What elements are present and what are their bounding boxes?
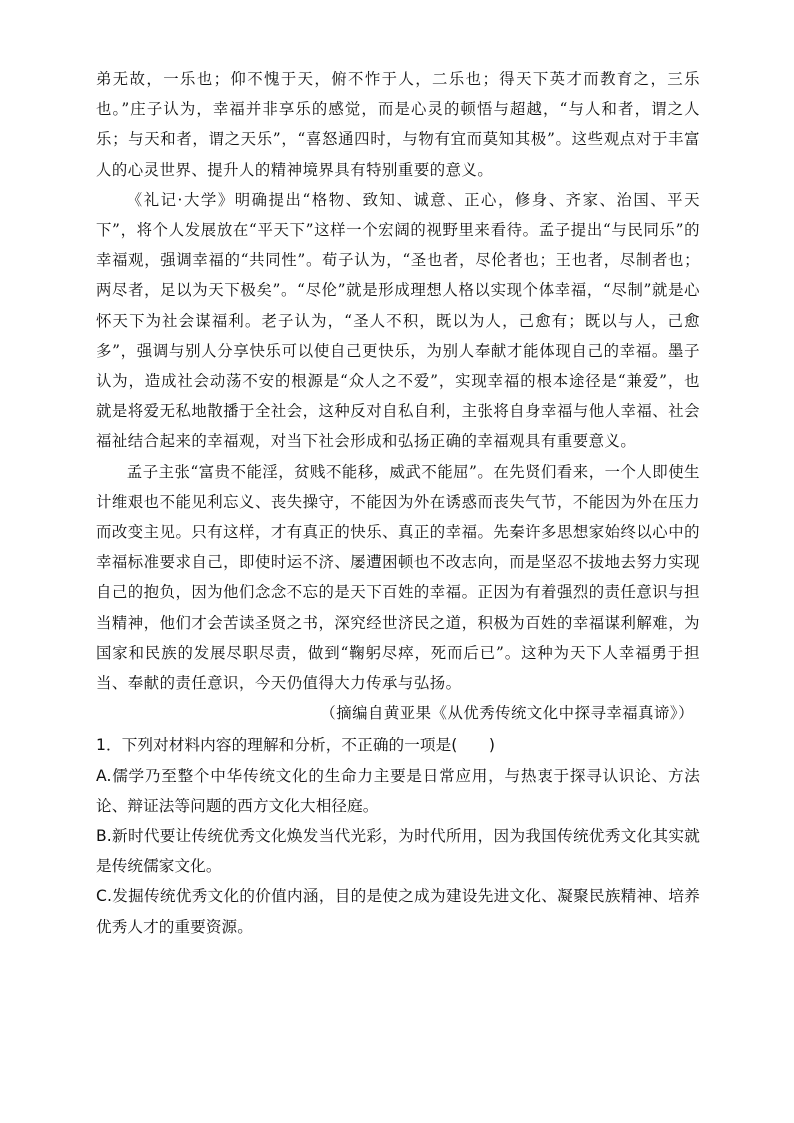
question-option-c: C.发掘传统优秀文化的价值内涵，目的是使之成为建设先进文化、凝聚民族精神、培养优秀人才的重要资源。 <box>96 887 700 936</box>
question-option-b: B.新时代要让传统优秀文化焕发当代光彩，为时代所用，因为我国传统优秀文化其实就是传统儒家文化。 <box>96 827 700 876</box>
passage-paragraph: 《礼记·大学》明确提出“格物、致知、诚意、正心，修身、齐家、治国、平天下”，将个人发展放在“平天下”这样一个宏阔的视野里来看待。孟子提出“与民同乐”的幸福观，强调幸福的“共同性”。荀子认为，“圣也者，尽伦者也；王也者，尽制者也；两尽者，足以为天下极矣”。“尽伦”就是形成理想人格以实现个体幸福，“尽制”就是心怀天下为社会谋福利。老子认为，“圣人不积，既以为人，己愈有；既以与人，己愈多”，强调与别人分享快乐可以使自己更快乐，为别人奉献才能体现自己的幸福。墨子认为，造成社会动荡不安的根源是“众人之不爱”，实现幸福的根本途径是“兼爱”，也就是将爱无私地散播于全社会，这种反对自私自利，主张将自身幸福与他人幸福、社会福祉结合起来的幸福观，对当下社会形成和弘扬正确的幸福观具有重要意义。 <box>96 190 700 451</box>
passage-paragraph: 弟无故，一乐也；仰不愧于天，俯不怍于人，二乐也；得天下英才而教育之，三乐也。”庄子认为，幸福并非享乐的感觉，而是心灵的顿悟与超越，“与人和者，谓之人乐；与天和者，谓之天乐”，“喜怒通四时，与物有宜而莫知其极”。这些观点对于丰富人的心灵世界、提升人的精神境界具有特别重要的意义。 <box>96 70 700 179</box>
question-option-a: A.儒学乃至整个中华传统文化的生命力主要是日常应用，与热衷于探寻认识论、方法论、辩证法等问题的西方文化大相径庭。 <box>96 766 700 815</box>
passage-source: （摘编自黄亚果《从优秀传统文化中探寻幸福真谛》） <box>320 704 694 723</box>
question-block <box>96 730 700 941</box>
question-stem: 1．下列对材料内容的理解和分析，不正确的一项是( ) <box>96 736 496 755</box>
passage-paragraph: 孟子主张“富贵不能淫，贫贱不能移，威武不能屈”。在先贤们看来，一个人即使生计维艰也不能见利忘义、丧失操守，不能因为外在诱惑而丧失气节，不能因为外在压力而改变主见。只有这样，才有真正的快乐、真正的幸福。先秦许多思想家始终以心中的幸福标准要求自己，即使时运不济、屡遭困顿也不改志向，而是坚忍不拔地去努力实现自己的抱负，因为他们念念不忘的是天下百姓的幸福。正因为有着强烈的责任意识与担当精神，他们才会苦读圣贤之书，深究经世济民之道，积极为百姓的幸福谋利解难，为国家和民族的发展尽职尽责，做到“鞠躬尽瘁，死而后已”。这种为天下人幸福勇于担当、奉献的责任意识，今天仍值得大力传承与弘扬。 <box>96 462 700 693</box>
reading-passage <box>96 64 700 728</box>
document-page <box>96 64 700 942</box>
